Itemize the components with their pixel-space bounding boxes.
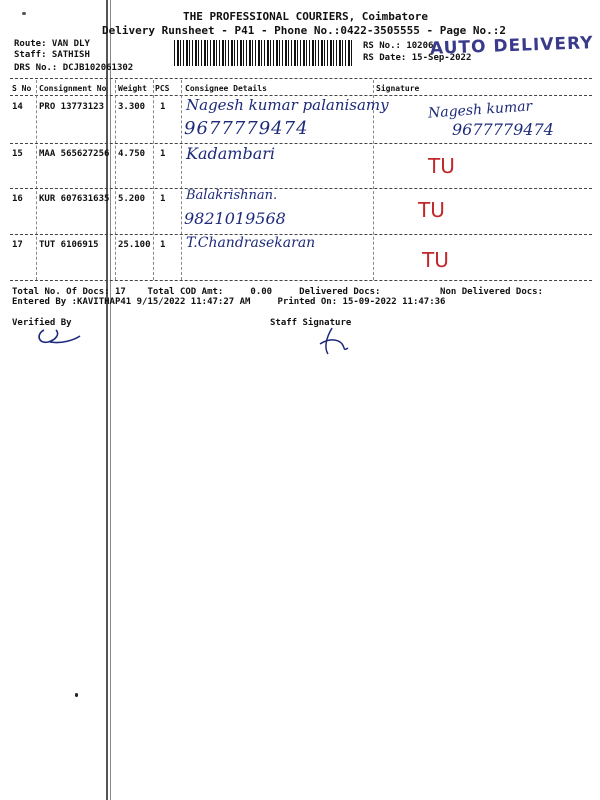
- row-consignment: TUT 6106915: [39, 240, 99, 250]
- row-pcs: 1: [160, 102, 166, 112]
- row-sno: 14: [12, 102, 23, 112]
- scan-speck: [75, 693, 78, 697]
- staff-signature: [316, 326, 356, 358]
- col-consignee: Consignee Details: [185, 84, 267, 93]
- drs-number: DRS No.: DCJB102061302: [14, 63, 134, 73]
- signature-mark: TU: [428, 154, 455, 178]
- staff-label: Staff: SATHISH: [14, 50, 90, 60]
- consignee-phone: 9821019568: [184, 209, 286, 228]
- staff-signature-label: Staff Signature: [270, 318, 352, 328]
- rs-date: RS Date: 15-Sep-2022: [363, 53, 472, 63]
- company-title: THE PROFESSIONAL COURIERS, Coimbatore: [183, 10, 429, 23]
- col-signature: Signature: [376, 84, 420, 93]
- col-sno: S No: [12, 84, 32, 93]
- receiver-signature-name: Nagesh kumar: [427, 98, 533, 122]
- receiver-signature-phone: 9677779474: [452, 120, 554, 139]
- col-pcs: PCS: [155, 84, 170, 93]
- scan-speck: [22, 12, 26, 15]
- col-consignment: Consignment No: [39, 84, 107, 93]
- barcode: [174, 40, 354, 66]
- row-sno: 16: [12, 194, 23, 204]
- auto-delivery-stamp: AUTO DELIVERY: [429, 33, 594, 59]
- signature-mark: TU: [422, 248, 449, 272]
- row-consignment: KUR 607631635: [39, 194, 110, 204]
- route-label: Route: VAN DLY: [14, 39, 90, 49]
- row-sno: 15: [12, 149, 23, 159]
- totals-line: Total No. Of Docs: 17 Total COD Amt: 0.00 Delivered Docs: Non Delivered Docs:: [12, 287, 544, 297]
- row-consignment: MAA 565627256: [39, 149, 110, 159]
- row-weight: 3.300: [118, 102, 146, 112]
- row-pcs: 1: [160, 194, 166, 204]
- entered-by-line: Entered By :KAVITHAP41 9/15/2022 11:47:27 AM Printed On: 15-09-2022 11:47:36: [12, 297, 446, 307]
- row-weight: 5.200: [118, 194, 146, 204]
- row-weight: 25.100: [118, 240, 151, 250]
- consignee-phone: 9677779474: [184, 118, 309, 139]
- col-weight: Weight: [118, 84, 147, 93]
- row-pcs: 1: [160, 149, 166, 159]
- rs-number: RS No.: 10206: [363, 41, 434, 51]
- verified-signature: [34, 324, 84, 346]
- consignee-name: Nagesh kumar palanisamy: [186, 96, 389, 114]
- row-pcs: 1: [160, 240, 166, 250]
- consignee-name: Kadambari: [186, 144, 275, 163]
- row-weight: 4.750: [118, 149, 146, 159]
- signature-mark: TU: [418, 198, 445, 222]
- consignee-name: Balakrishnan.: [186, 188, 278, 203]
- row-sno: 17: [12, 240, 23, 250]
- consignee-name: T.Chandrasekaran: [186, 235, 316, 251]
- verified-by-label: Verified By: [12, 318, 72, 328]
- row-consignment: PRO 13773123: [39, 102, 105, 112]
- runsheet-subtitle: Delivery Runsheet - P41 - Phone No.:0422-3505555 - Page No.:2: [102, 24, 506, 37]
